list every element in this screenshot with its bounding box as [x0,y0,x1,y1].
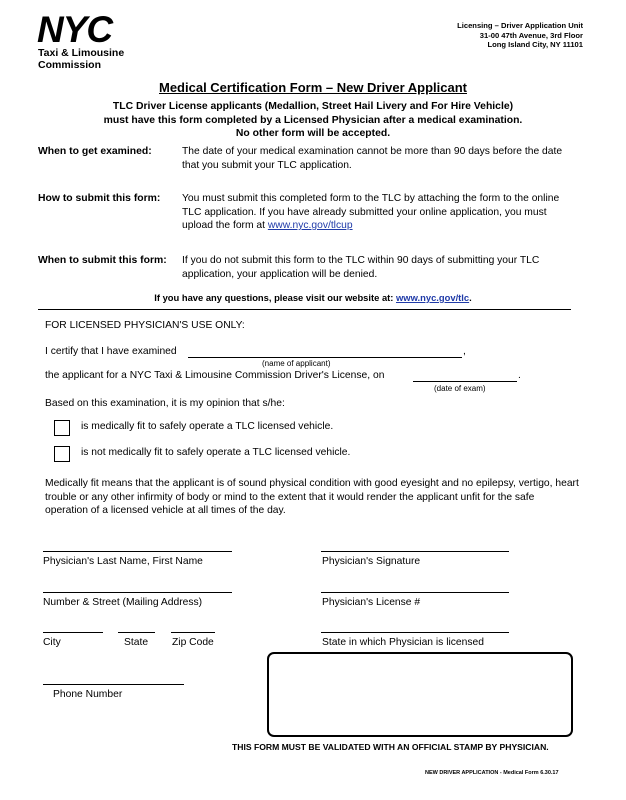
intro-line-3: No other form will be accepted. [235,128,391,139]
physician-heading: FOR LICENSED PHYSICIAN'S USE ONLY: [45,320,245,331]
name-hint: (name of applicant) [262,359,331,368]
zip-label: Zip Code [172,637,214,648]
questions-end: . [469,292,472,303]
signature-label: Physician's Signature [322,556,421,567]
fit-label: is medically fit to safely operate a TLC licensed vehicle. [81,421,334,432]
stamp-notice: THIS FORM MUST BE VALIDATED WITH AN OFFICIAL STAMP BY PHYSICIAN. [232,742,549,752]
city-field[interactable] [43,632,103,633]
tlc-logo-text [38,47,158,71]
when-submit-text: If you do not submit this form to the TLC within 90 days of submitting your TLC application, your application will be denied. [182,255,540,280]
not-fit-checkbox[interactable] [54,446,70,462]
not-fit-label: is not medically fit to safely operate a TLC licensed vehicle. [81,447,351,458]
certify-label: I certify that I have examined [45,346,177,357]
address-line-2: 31-00 47th Avenue, 3rd Floor [479,30,583,40]
when-submit-label: When to submit this form: [38,255,167,266]
form-footer: NEW DRIVER APPLICATION - Medical Form 6.30.17 [425,770,559,776]
intro-line-2: must have this form completed by a Licensed Physician after a medical examination. [103,114,523,126]
tlcup-link[interactable]: www.nyc.gov/tlcup [267,220,353,231]
state-field[interactable] [118,632,155,633]
when-examined-text: The date of your medical examination cannot be more than 90 days before the date that you submit your TLC application. [182,146,563,171]
how-submit-text [182,192,577,233]
state-label: State [124,637,149,648]
licensed-state-label: State in which Physician is licensed [322,637,484,648]
intro-line-1: TLC Driver License applicants (Medallion, Street Hail Livery and For Hire Vehicle) [112,101,514,112]
questions-line [0,292,626,303]
license-label: Physician's License # [322,597,421,608]
date-period: . [518,370,521,381]
logo-line-1: Taxi & Limousine [38,47,125,59]
section-divider [38,309,571,310]
phone-field[interactable] [43,684,184,685]
nyc-logo: NYC [37,9,113,50]
logo-line-2: Commission [38,59,102,71]
medically-fit-definition: Medically fit means that the applicant is of sound physical condition with good eyesight and no epilepsy, vertigo, heart trouble or any other infirmity of body or mind to the extent that it would render the applicant unfit for the safe operation of a licensed vehicle at all times of the day. [45,478,579,516]
stamp-box[interactable] [267,652,573,737]
licensed-state-field[interactable] [321,632,509,633]
certify-comma: , [463,346,466,357]
how-submit-label: How to submit this form: [38,193,161,204]
city-label: City [43,637,61,648]
questions-text: If you have any questions, please visit our website at: [154,292,394,303]
intro-text [0,100,626,141]
exam-date-field[interactable] [413,381,517,382]
unit-address [457,21,583,50]
applicant-name-field[interactable] [188,357,462,358]
zip-field[interactable] [171,632,215,633]
address-line-3: Long Island City, NY 11101 [487,40,583,49]
how-submit-body: You must submit this completed form to the TLC by attaching the form to the online TLC application. If you have already submitted your online application, you must upload the form at [182,193,560,231]
when-examined-label: When to get examined: [38,146,152,157]
license-field[interactable] [321,592,509,593]
tlc-website-link[interactable]: www.nyc.gov/tlc [396,292,470,303]
phone-label: Phone Number [53,689,123,700]
applicant-line: the applicant for a NYC Taxi & Limousine Commission Driver's License, on [45,370,385,381]
fit-checkbox[interactable] [54,420,70,436]
last-first-name-label: Physician's Last Name, First Name [43,556,203,567]
street-field[interactable] [43,592,232,593]
last-first-name-field[interactable] [43,551,232,552]
address-line-1: Licensing – Driver Application Unit [457,21,583,30]
signature-field[interactable] [321,551,509,552]
date-hint: (date of exam) [434,384,486,393]
street-label: Number & Street (Mailing Address) [43,597,203,608]
form-title: Medical Certification Form – New Driver Applicant [159,80,467,95]
opinion-line: Based on this examination, it is my opinion that s/he: [45,398,285,409]
